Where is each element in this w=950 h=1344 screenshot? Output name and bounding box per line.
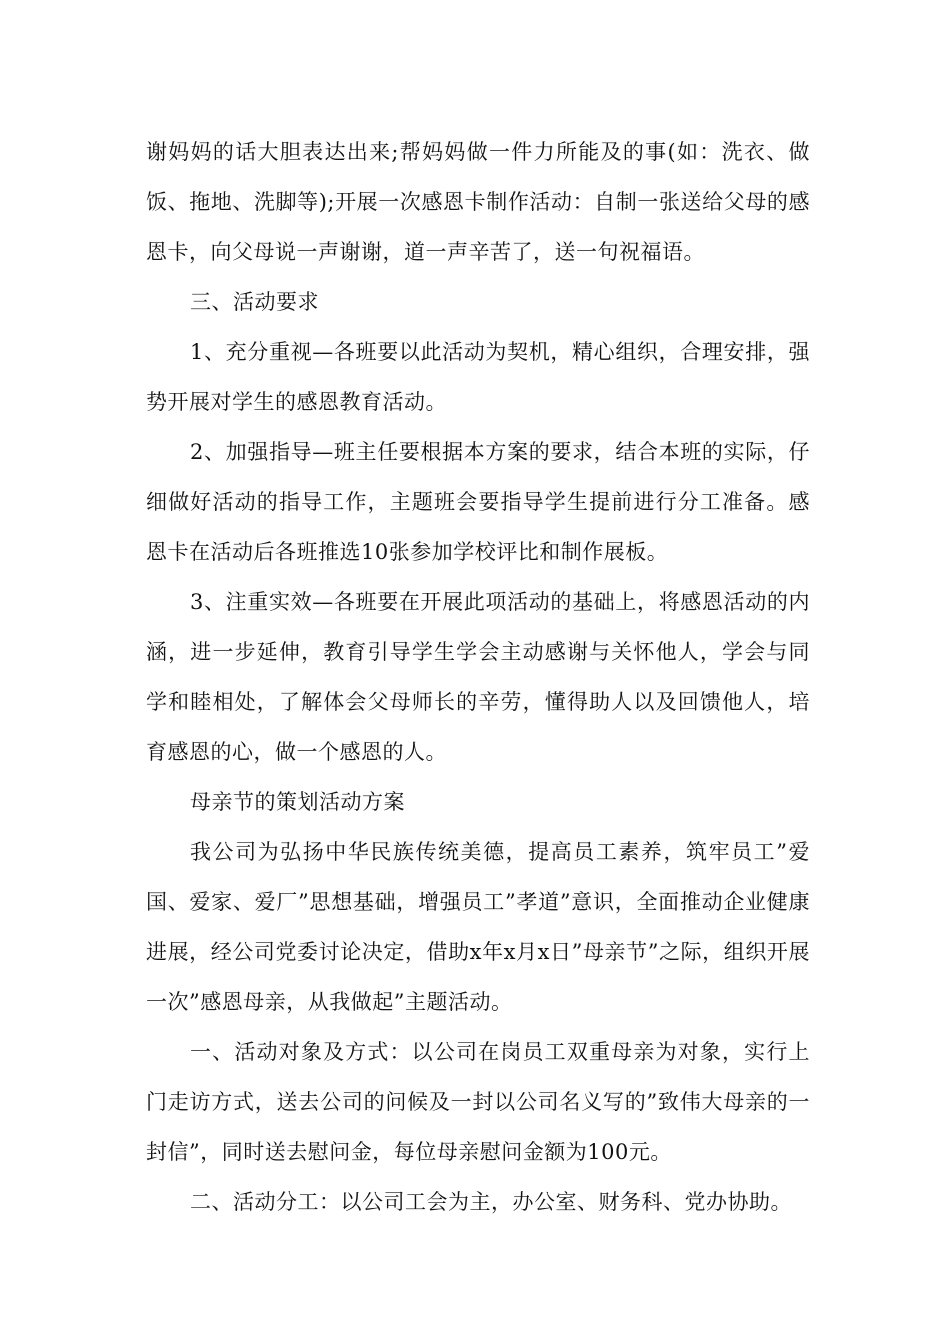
paragraph-continuation: 谢妈妈的话大胆表达出来;帮妈妈做一件力所能及的事(如：洗衣、做饭、拖地、洗脚等);开展一次感恩卡制作活动：自制一张送给父母的感恩卡，向父母说一声谢谢，道一声辛苦了，送一句祝福语。: [146, 140, 810, 264]
paragraph-requirement-1: 1、充分重视—各班要以此活动为契机，精心组织，合理安排，强势开展对学生的感恩教育活动。: [146, 340, 810, 414]
paragraph-requirement-2: 2、加强指导—班主任要根据本方案的要求，结合本班的实际，仔细做好活动的指导工作，主题班会要指导学生提前进行分工准备。感恩卡在活动后各班推选10张参加学校评比和制作展板。: [146, 440, 810, 564]
paragraph-activity-target: 一、活动对象及方式：以公司在岗员工双重母亲为对象，实行上门走访方式，送去公司的问候及一封以公司名义写的”致伟大母亲的一封信”，同时送去慰问金，每位母亲慰问金额为100元。: [146, 1040, 810, 1164]
paragraph-activity-division: 二、活动分工：以公司工会为主，办公室、财务科、党办协助。: [190, 1190, 792, 1214]
section-heading-requirements: 三、活动要求: [190, 290, 319, 314]
paragraph-intro: 我公司为弘扬中华民族传统美德，提高员工素养，筑牢员工”爱国、爱家、爱厂”思想基础，增强员工”孝道”意识，全面推动企业健康进展，经公司党委讨论决定，借助x年x月x日”母亲节”之际，组织开展一次”感恩母亲，从我做起”主题活动。: [146, 840, 810, 1014]
document-body: [146, 127, 810, 1227]
paragraph-requirement-3: 3、注重实效—各班要在开展此项活动的基础上，将感恩活动的内涵，进一步延伸，教育引导学生学会主动感谢与关怀他人，学会与同学和睦相处，了解体会父母师长的辛劳，懂得助人以及回馈他人，培育感恩的心，做一个感恩的人。: [146, 590, 810, 764]
document-subtitle: 母亲节的策划活动方案: [190, 790, 405, 814]
